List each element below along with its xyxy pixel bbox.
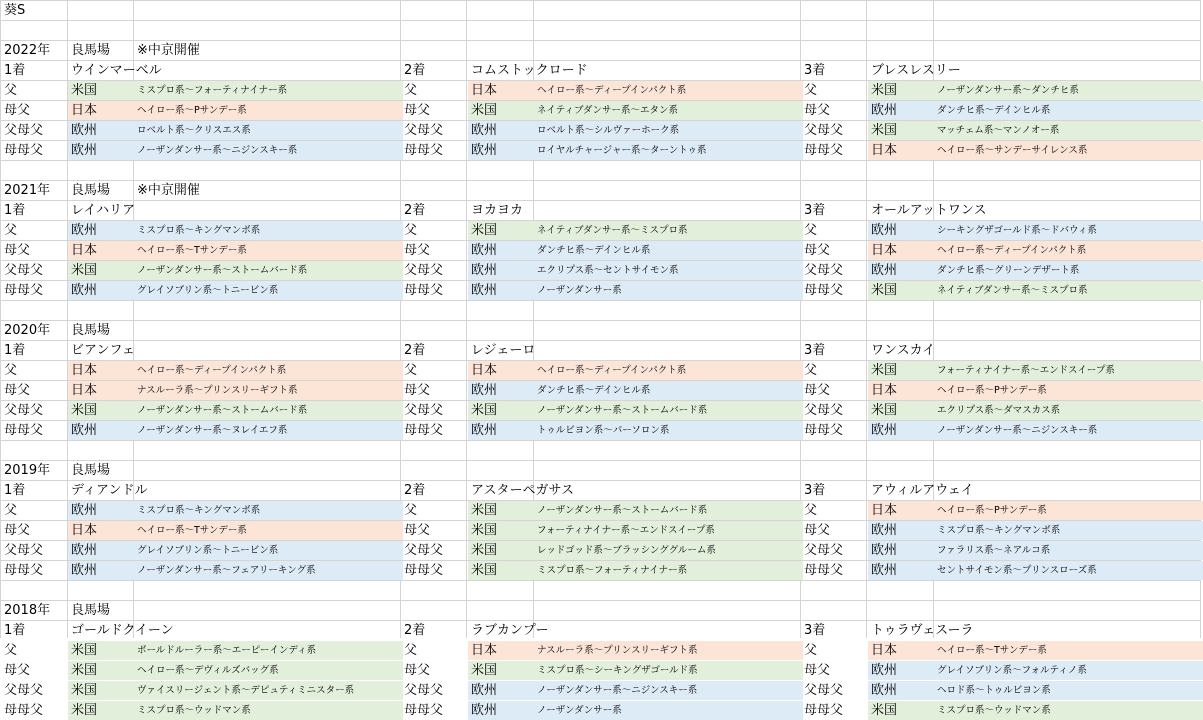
horse-name[interactable]: アスターペガサス (471, 483, 574, 498)
pedigree-relation[interactable]: 父 (4, 503, 18, 518)
sire-region[interactable]: 米国 (68, 401, 136, 420)
pedigree-relation[interactable]: 父 (404, 643, 418, 658)
sire-lineage[interactable]: ロベルト系～クリスエス系 (134, 121, 403, 140)
sire-lineage[interactable]: ナスルーラ系～プリンスリーギフト系 (134, 381, 403, 400)
sire-region[interactable]: 欧州 (68, 501, 136, 520)
track-condition[interactable]: 良馬場 (71, 463, 111, 478)
sire-lineage[interactable]: ヘイロー系～ディープインパクト系 (934, 241, 1203, 260)
sire-lineage[interactable]: ヴァイスリージェント系～デピュティミニスター系 (134, 681, 403, 700)
sire-lineage[interactable]: シーキングザゴールド系～ドバウィ系 (934, 221, 1203, 240)
pedigree-relation[interactable]: 父母父 (4, 403, 44, 418)
sire-region[interactable]: 欧州 (868, 261, 936, 280)
sire-region[interactable]: 欧州 (868, 421, 936, 440)
sire-region[interactable]: 欧州 (868, 681, 936, 700)
horse-name[interactable]: ヨカヨカ (471, 203, 524, 218)
sire-region[interactable]: 米国 (468, 221, 536, 240)
horse-name[interactable]: ウインマーベル (71, 63, 162, 78)
pedigree-relation[interactable]: 母母父 (804, 423, 844, 438)
sire-region[interactable]: 欧州 (468, 241, 536, 260)
placing-rank[interactable]: 3着 (804, 203, 826, 218)
pedigree-relation[interactable]: 母父 (804, 523, 831, 538)
sire-region[interactable]: 米国 (68, 661, 136, 680)
sire-lineage[interactable]: ノーザンダンサー系～ストームバード系 (134, 401, 403, 420)
sire-lineage[interactable]: エクリプス系～ダマスカス系 (934, 401, 1203, 420)
year-label[interactable]: 2018年 (4, 603, 51, 618)
sire-lineage[interactable]: グレイソブリン系～フォルティノ系 (934, 661, 1203, 680)
pedigree-relation[interactable]: 母父 (404, 243, 431, 258)
sire-lineage[interactable]: ミスプロ系～フォーティナイナー系 (534, 561, 803, 580)
pedigree-relation[interactable]: 母父 (404, 103, 431, 118)
sire-region[interactable]: 米国 (68, 641, 136, 660)
track-condition[interactable]: 良馬場 (71, 183, 111, 198)
sire-region[interactable]: 日本 (68, 101, 136, 120)
sire-lineage[interactable]: ヘイロー系～Tサンデー系 (134, 521, 403, 540)
sire-lineage[interactable]: ロベルト系～シルヴァーホーク系 (534, 121, 803, 140)
sire-region[interactable]: 欧州 (868, 221, 936, 240)
pedigree-relation[interactable]: 父 (404, 223, 418, 238)
sire-region[interactable]: 日本 (68, 361, 136, 380)
pedigree-relation[interactable]: 父母父 (4, 543, 44, 558)
venue-note[interactable]: ※中京開催 (137, 183, 200, 198)
sire-region[interactable]: 欧州 (468, 681, 536, 700)
horse-name[interactable]: アウィルアウェイ (871, 483, 974, 498)
year-label[interactable]: 2019年 (4, 463, 51, 478)
sire-lineage[interactable]: ノーザンダンサー系～フェアリーキング系 (134, 561, 403, 580)
sire-lineage[interactable]: レッドゴッド系～ブラッシンググルーム系 (534, 541, 803, 560)
horse-name[interactable]: ブレスレスリー (871, 63, 961, 78)
sire-lineage[interactable]: ヘイロー系～Tサンデー系 (134, 241, 403, 260)
sire-region[interactable]: 米国 (68, 81, 136, 100)
sire-region[interactable]: 日本 (68, 381, 136, 400)
placing-rank[interactable]: 1着 (4, 63, 26, 78)
year-label[interactable]: 2022年 (4, 43, 51, 58)
pedigree-relation[interactable]: 父母父 (404, 683, 444, 698)
pedigree-relation[interactable]: 父 (804, 503, 818, 518)
sire-lineage[interactable]: ヘイロー系～Pサンデー系 (934, 381, 1203, 400)
sire-region[interactable]: 米国 (868, 281, 936, 300)
horse-name[interactable]: ゴールドクイーン (71, 623, 174, 638)
placing-rank[interactable]: 1着 (4, 203, 26, 218)
pedigree-relation[interactable]: 母父 (804, 663, 831, 678)
pedigree-relation[interactable]: 母母父 (404, 563, 444, 578)
pedigree-relation[interactable]: 母母父 (404, 703, 444, 718)
pedigree-relation[interactable]: 父母父 (4, 683, 44, 698)
sire-lineage[interactable]: トゥルビヨン系～パーソロン系 (534, 421, 803, 440)
sire-lineage[interactable]: ダンチヒ系～デインヒル系 (934, 101, 1203, 120)
sire-region[interactable]: 欧州 (68, 281, 136, 300)
sire-lineage[interactable]: フォーティナイナー系～エンドスイープ系 (934, 361, 1203, 380)
sire-lineage[interactable]: ヘイロー系～Tサンデー系 (934, 641, 1203, 660)
sire-region[interactable]: 欧州 (468, 121, 536, 140)
sire-lineage[interactable]: ミスプロ系～シーキングザゴールド系 (534, 661, 803, 680)
sire-region[interactable]: 日本 (868, 501, 936, 520)
pedigree-relation[interactable]: 父 (4, 643, 18, 658)
sire-region[interactable]: 日本 (68, 521, 136, 540)
sire-region[interactable]: 米国 (868, 81, 936, 100)
sire-region[interactable]: 欧州 (468, 281, 536, 300)
sire-lineage[interactable]: ミスプロ系～キングマンボ系 (134, 501, 403, 520)
sire-lineage[interactable]: ノーザンダンサー系～ストームバード系 (134, 261, 403, 280)
sire-region[interactable]: 日本 (468, 641, 536, 660)
sire-region[interactable]: 欧州 (468, 141, 536, 160)
sire-region[interactable]: 米国 (68, 701, 136, 720)
sire-region[interactable]: 欧州 (68, 221, 136, 240)
sire-region[interactable]: 欧州 (468, 261, 536, 280)
sire-region[interactable]: 米国 (468, 521, 536, 540)
horse-name[interactable]: レイハリア (71, 203, 136, 218)
placing-rank[interactable]: 3着 (804, 483, 826, 498)
horse-name[interactable]: コムストックロード (471, 63, 588, 78)
pedigree-relation[interactable]: 母母父 (4, 283, 44, 298)
sire-region[interactable]: 欧州 (468, 421, 536, 440)
sire-lineage[interactable]: ヘイロー系～ディープインパクト系 (534, 81, 803, 100)
sire-region[interactable]: 欧州 (468, 701, 536, 720)
sire-region[interactable]: 日本 (868, 381, 936, 400)
sire-lineage[interactable]: ダンチヒ系～グリーンデザート系 (934, 261, 1203, 280)
horse-name[interactable]: オールアットワンス (871, 203, 987, 218)
sire-region[interactable]: 日本 (468, 81, 536, 100)
sire-lineage[interactable]: ノーザンダンサー系～ヌレイエフ系 (134, 421, 403, 440)
sire-region[interactable]: 米国 (68, 681, 136, 700)
track-condition[interactable]: 良馬場 (71, 43, 111, 58)
pedigree-relation[interactable]: 父 (4, 363, 18, 378)
sire-lineage[interactable]: ネイティブダンサー系～エタン系 (534, 101, 803, 120)
sire-lineage[interactable]: ミスプロ系～ウッドマン系 (934, 701, 1203, 720)
placing-rank[interactable]: 2着 (404, 63, 426, 78)
pedigree-relation[interactable]: 母父 (404, 663, 431, 678)
sire-region[interactable]: 欧州 (68, 141, 136, 160)
pedigree-relation[interactable]: 母父 (4, 103, 31, 118)
pedigree-relation[interactable]: 母父 (4, 243, 31, 258)
sire-region[interactable]: 米国 (468, 561, 536, 580)
placing-rank[interactable]: 2着 (404, 343, 426, 358)
sire-region[interactable]: 米国 (468, 501, 536, 520)
sire-region[interactable]: 米国 (68, 261, 136, 280)
sire-region[interactable]: 欧州 (68, 541, 136, 560)
sire-lineage[interactable]: ヘイロー系～ディープインパクト系 (134, 361, 403, 380)
pedigree-relation[interactable]: 父 (804, 223, 818, 238)
sire-lineage[interactable]: ノーザンダンサー系～ニジンスキー系 (134, 141, 403, 160)
pedigree-relation[interactable]: 父母父 (804, 403, 844, 418)
sire-region[interactable]: 欧州 (68, 421, 136, 440)
sire-region[interactable]: 欧州 (868, 101, 936, 120)
sire-region[interactable]: 米国 (868, 701, 936, 720)
pedigree-relation[interactable]: 母母父 (4, 143, 44, 158)
sire-lineage[interactable]: マッチェム系～マンノオー系 (934, 121, 1203, 140)
pedigree-relation[interactable]: 母父 (404, 383, 431, 398)
horse-name[interactable]: レジェーロ (471, 343, 536, 358)
pedigree-relation[interactable]: 父母父 (804, 123, 844, 138)
sire-lineage[interactable]: ヘイロー系～デヴィルズバッグ系 (134, 661, 403, 680)
placing-rank[interactable]: 3着 (804, 343, 826, 358)
sire-lineage[interactable]: ノーザンダンサー系～ストームバード系 (534, 501, 803, 520)
pedigree-relation[interactable]: 母母父 (804, 143, 844, 158)
pedigree-relation[interactable]: 母母父 (404, 283, 444, 298)
pedigree-relation[interactable]: 父 (4, 83, 18, 98)
sire-lineage[interactable]: ノーザンダンサー系 (534, 701, 803, 720)
sire-region[interactable]: 米国 (868, 361, 936, 380)
year-label[interactable]: 2020年 (4, 323, 51, 338)
sire-lineage[interactable]: セントサイモン系～プリンスローズ系 (934, 561, 1203, 580)
sire-lineage[interactable]: ミスプロ系～ウッドマン系 (134, 701, 403, 720)
horse-name[interactable]: ビアンフェ (71, 343, 135, 358)
sire-lineage[interactable]: ミスプロ系～フォーティナイナー系 (134, 81, 403, 100)
sire-lineage[interactable]: エクリプス系～セントサイモン系 (534, 261, 803, 280)
sire-lineage[interactable]: ネイティブダンサー系～ミスプロ系 (934, 281, 1203, 300)
sire-region[interactable]: 日本 (468, 361, 536, 380)
sire-lineage[interactable]: ヘロド系～トゥルビヨン系 (934, 681, 1203, 700)
pedigree-relation[interactable]: 母父 (804, 243, 831, 258)
sire-region[interactable]: 日本 (868, 241, 936, 260)
horse-name[interactable]: トゥラヴェスーラ (871, 623, 974, 638)
sire-region[interactable]: 欧州 (868, 541, 936, 560)
pedigree-relation[interactable]: 母父 (804, 383, 831, 398)
pedigree-relation[interactable]: 母父 (804, 103, 831, 118)
pedigree-relation[interactable]: 父 (4, 223, 18, 238)
pedigree-relation[interactable]: 父母父 (4, 263, 44, 278)
pedigree-relation[interactable]: 父母父 (404, 543, 444, 558)
venue-note[interactable]: ※中京開催 (137, 43, 200, 58)
placing-rank[interactable]: 3着 (804, 623, 826, 638)
pedigree-relation[interactable]: 父母父 (404, 403, 444, 418)
track-condition[interactable]: 良馬場 (71, 323, 111, 338)
pedigree-relation[interactable]: 母母父 (4, 703, 44, 718)
sire-lineage[interactable]: ダンチヒ系～デインヒル系 (534, 381, 803, 400)
sire-region[interactable]: 欧州 (68, 561, 136, 580)
pedigree-relation[interactable]: 母母父 (804, 283, 844, 298)
sire-lineage[interactable]: ノーザンダンサー系～ニジンスキー系 (534, 681, 803, 700)
pedigree-relation[interactable]: 母父 (4, 523, 31, 538)
pedigree-relation[interactable]: 父母父 (804, 263, 844, 278)
sire-lineage[interactable]: ヘイロー系～ディープインパクト系 (534, 361, 803, 380)
sire-lineage[interactable]: ミスプロ系～キングマンボ系 (934, 521, 1203, 540)
sire-lineage[interactable]: ネイティブダンサー系～ミスプロ系 (534, 221, 803, 240)
placing-rank[interactable]: 1着 (4, 623, 26, 638)
sire-region[interactable]: 欧州 (468, 381, 536, 400)
sire-lineage[interactable]: ミスプロ系～キングマンボ系 (134, 221, 403, 240)
sire-region[interactable]: 米国 (468, 661, 536, 680)
pedigree-relation[interactable]: 父母父 (4, 123, 44, 138)
sire-lineage[interactable]: フォーティナイナー系～エンドスイープ系 (534, 521, 803, 540)
sire-lineage[interactable]: ナスルーラ系～プリンスリーギフト系 (534, 641, 803, 660)
sire-region[interactable]: 米国 (468, 101, 536, 120)
sire-region[interactable]: 欧州 (868, 661, 936, 680)
sire-region[interactable]: 日本 (868, 141, 936, 160)
horse-name[interactable]: ディアンドル (71, 483, 148, 498)
sire-lineage[interactable]: ヘイロー系～Pサンデー系 (134, 101, 403, 120)
sire-region[interactable]: 日本 (68, 241, 136, 260)
sheet-title[interactable]: 葵S (4, 3, 26, 18)
pedigree-relation[interactable]: 母母父 (804, 563, 844, 578)
pedigree-relation[interactable]: 父 (804, 363, 818, 378)
sire-lineage[interactable]: ノーザンダンサー系～ストームバード系 (534, 401, 803, 420)
pedigree-relation[interactable]: 父母父 (804, 543, 844, 558)
sire-lineage[interactable]: ボールドルーラー系～エーピーインディ系 (134, 641, 403, 660)
sire-lineage[interactable]: ロイヤルチャージャー系～ターントゥ系 (534, 141, 803, 160)
sire-lineage[interactable]: ファラリス系～ネアルコ系 (934, 541, 1203, 560)
pedigree-relation[interactable]: 父 (804, 643, 818, 658)
sire-lineage[interactable]: グレイソブリン系～トニービン系 (134, 281, 403, 300)
pedigree-relation[interactable]: 母母父 (4, 423, 44, 438)
sire-region[interactable]: 欧州 (68, 121, 136, 140)
placing-rank[interactable]: 2着 (404, 203, 426, 218)
pedigree-relation[interactable]: 父母父 (404, 263, 444, 278)
sire-lineage[interactable]: ヘイロー系～Pサンデー系 (934, 501, 1203, 520)
pedigree-relation[interactable]: 父 (404, 83, 418, 98)
sire-lineage[interactable]: グレイソブリン系～トニービン系 (134, 541, 403, 560)
sire-region[interactable]: 日本 (868, 641, 936, 660)
sire-region[interactable]: 米国 (868, 401, 936, 420)
horse-name[interactable]: ワンスカイ (871, 343, 936, 358)
placing-rank[interactable]: 2着 (404, 623, 426, 638)
pedigree-relation[interactable]: 母母父 (404, 143, 444, 158)
pedigree-relation[interactable]: 父 (404, 363, 418, 378)
placing-rank[interactable]: 1着 (4, 483, 26, 498)
pedigree-relation[interactable]: 父母父 (404, 123, 444, 138)
year-label[interactable]: 2021年 (4, 183, 51, 198)
pedigree-relation[interactable]: 父 (404, 503, 418, 518)
sire-lineage[interactable]: ノーザンダンサー系 (534, 281, 803, 300)
sire-lineage[interactable]: ダンチヒ系～デインヒル系 (534, 241, 803, 260)
pedigree-relation[interactable]: 母父 (4, 663, 31, 678)
placing-rank[interactable]: 1着 (4, 343, 26, 358)
pedigree-relation[interactable]: 父 (804, 83, 818, 98)
pedigree-relation[interactable]: 父母父 (804, 683, 844, 698)
horse-name[interactable]: ラブカンプー (471, 623, 549, 638)
placing-rank[interactable]: 2着 (404, 483, 426, 498)
pedigree-relation[interactable]: 母母父 (804, 703, 844, 718)
pedigree-relation[interactable]: 母父 (4, 383, 31, 398)
sire-region[interactable]: 米国 (468, 401, 536, 420)
sire-lineage[interactable]: ノーザンダンサー系～ダンチヒ系 (934, 81, 1203, 100)
sire-region[interactable]: 欧州 (868, 521, 936, 540)
pedigree-relation[interactable]: 母父 (404, 523, 431, 538)
pedigree-relation[interactable]: 母母父 (404, 423, 444, 438)
sire-lineage[interactable]: ヘイロー系～サンデーサイレンス系 (934, 141, 1203, 160)
sire-region[interactable]: 米国 (868, 121, 936, 140)
track-condition[interactable]: 良馬場 (71, 603, 111, 618)
placing-rank[interactable]: 3着 (804, 63, 826, 78)
sire-region[interactable]: 米国 (468, 541, 536, 560)
pedigree-relation[interactable]: 母母父 (4, 563, 44, 578)
sire-region[interactable]: 欧州 (868, 561, 936, 580)
sire-lineage[interactable]: ノーザンダンサー系～ニジンスキー系 (934, 421, 1203, 440)
